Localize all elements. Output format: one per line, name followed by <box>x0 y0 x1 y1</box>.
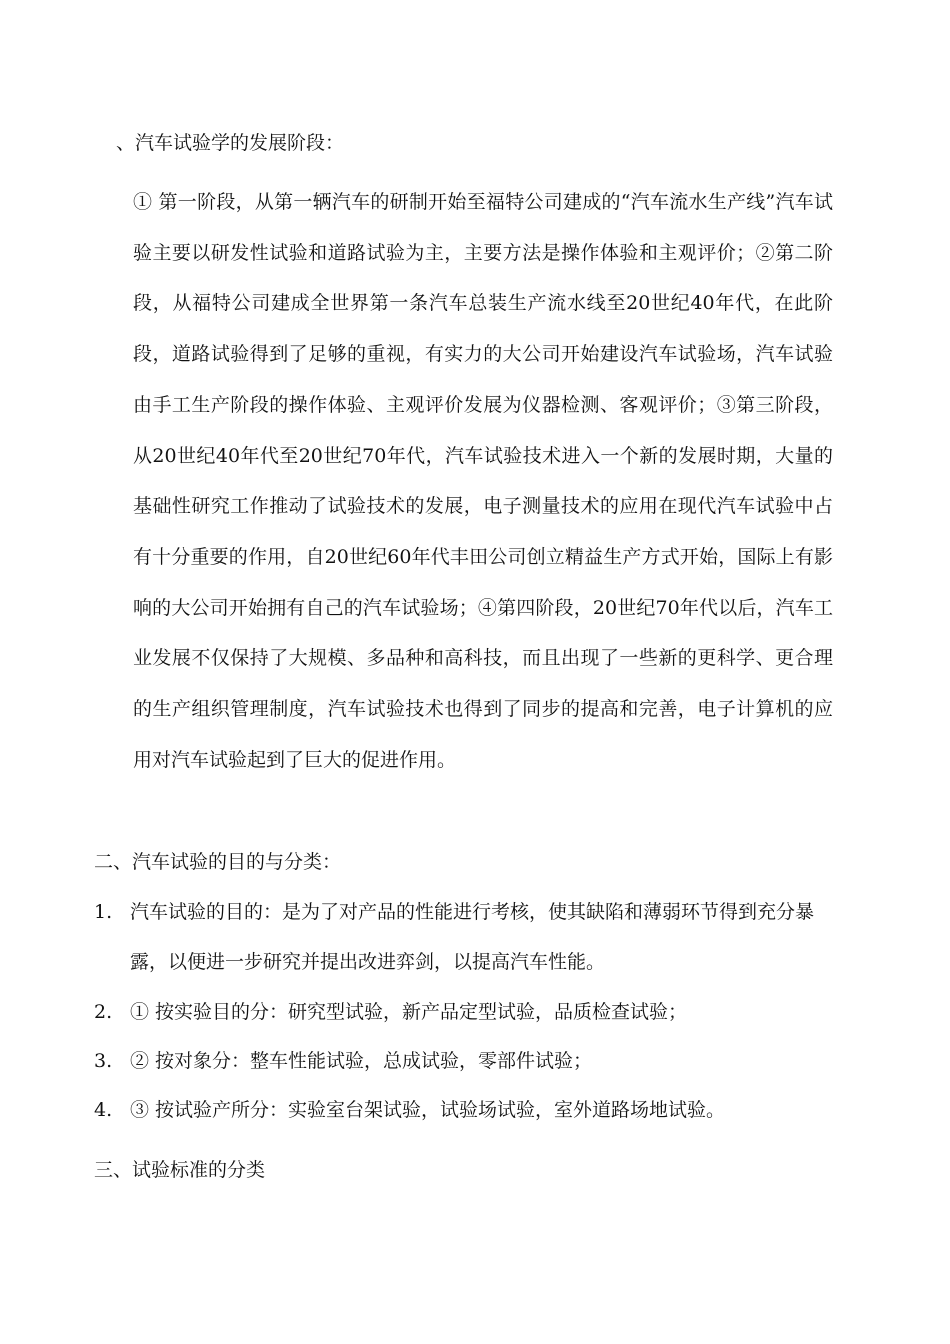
section-2-heading: 二、汽车试验的目的与分类： <box>94 851 342 873</box>
list-number: 4. <box>94 1099 113 1121</box>
section-1-paragraph: ① 第一阶段，从第一辆汽车的研制开始至福特公司建成的“汽车流水生产线”汽车试验主要以研发性试验和道路试验为主，主要方法是操作体验和主观评价；②第二阶段，从福特公司建成全世界第一条汽车总装生产流水线至20世纪40年代，在此阶段，道路试验得到了足够的重视，有实力的大公司开始建设汽车试验场，汽车试验由手工生产阶段的操作体验、主观评价发展为仪器检测、客观评价；③第三阶段，从20世纪40年代至20世纪70年代，汽车试验技术进入一个新的发展时期，大量的基础性研究工作推动了试验技术的发展，电子测量技术的应用在现代汽车试验中占有十分重要的作用，自20世纪60年代丰田公司创立精益生产方式开始，国际上有影响的大公司开始拥有自己的汽车试验场；④第四阶段，20世纪70年代以后，汽车工业发展不仅保持了大规模、多品种和高科技，而且出现了一些新的更科学、更合理的生产组织管理制度，汽车试验技术也得到了同步的提高和完善，电子计算机的应用对汽车试验起到了巨大的促进作用。 <box>133 191 833 771</box>
list-text: 汽车试验的目的：是为了对产品的性能进行考核，使其缺陷和薄弱环节得到充分暴露，以便进一步研究并提出改进弈剑，以提高汽车性能。 <box>130 901 815 973</box>
list-text: ③ 按试验产所分：实验室台架试验，试验场试验，室外道路场地试验。 <box>130 1099 726 1121</box>
section-3-heading: 三、试验标准的分类 <box>94 1159 266 1181</box>
section-1-heading: 、汽车试验学的发展阶段： <box>116 132 345 154</box>
list-number: 2. <box>94 1001 113 1023</box>
list-number: 3. <box>94 1050 113 1072</box>
list-text: ② 按对象分：整车性能试验，总成试验，零部件试验； <box>130 1050 593 1072</box>
list-text: ① 按实验目的分：研究型试验，新产品定型试验，品质检查试验； <box>130 1001 688 1023</box>
list-number: 1. <box>94 901 113 923</box>
